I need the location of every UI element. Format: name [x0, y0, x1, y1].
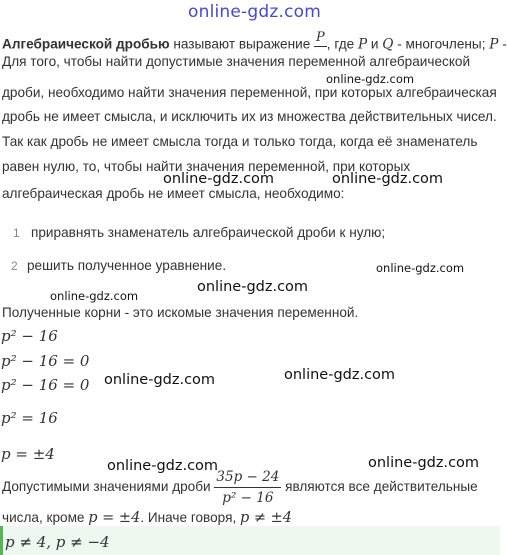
intro-text: , где — [326, 36, 358, 52]
roots-line: Полученные корни - это искомые значения переменной. — [2, 305, 359, 320]
intro-text: называют выражение — [169, 36, 315, 52]
intro-fraction — [314, 29, 327, 51]
var-p: P — [357, 36, 368, 53]
step-number: 2 — [11, 259, 18, 273]
watermark: online-gdz.com — [326, 72, 415, 86]
step-number: 1 — [13, 226, 20, 240]
watermark: online-gdz.com — [163, 171, 275, 187]
watermark: online-gdz.com — [332, 171, 444, 187]
math-inline: p ≠ ±4 — [240, 510, 293, 526]
fraction-numerator: 35p − 24 — [216, 469, 280, 485]
intro-fraction-denominator — [314, 46, 327, 51]
paragraph-line: Для того, чтобы найти допустимые значения переменной алгебраической — [2, 54, 471, 69]
conclusion-line — [2, 509, 292, 527]
watermark-top: online-gdz.com — [188, 2, 322, 22]
conclusion-text: являются все действительные — [281, 479, 478, 495]
math-line: p² − 16 = 0 — [1, 376, 90, 394]
conclusion-line — [2, 467, 478, 508]
intro-text: и — [367, 36, 383, 52]
watermark: online-gdz.com — [368, 455, 480, 471]
math-line: p² − 16 — [1, 327, 58, 345]
intro-text: - — [498, 36, 507, 52]
conclusion-text: . Иначе говоря, — [140, 510, 240, 525]
watermark: online-gdz.com — [284, 367, 396, 383]
answer-text: p ≠ 4, p ≠ −4 — [5, 533, 110, 551]
paragraph-line: равен нулю, то, чтобы найти значения переменной, при которых — [2, 159, 411, 174]
watermark: online-gdz.com — [104, 372, 216, 388]
var-q: Q — [382, 36, 394, 53]
step-text: решить полученное уравнение. — [27, 258, 227, 273]
math-line: p = ±4 — [1, 445, 55, 463]
var-p: P — [489, 36, 499, 53]
watermark: online-gdz.com — [107, 458, 219, 474]
math-line: p² = 16 — [1, 409, 58, 427]
step-text: приравнять знаменатель алгебраической дроби к нулю; — [31, 225, 386, 240]
paragraph-line: Так как дробь не имеет смысла тогда и только тогда, когда её знаменатель — [2, 134, 478, 149]
fraction-denominator: p² − 16 — [214, 487, 281, 508]
math-inline: p = ±4 — [88, 510, 141, 526]
intro-text: - многочлены; — [393, 36, 490, 52]
term-algebraic-fraction: Алгебраической дробью — [2, 36, 170, 52]
conclusion-text: Допустимыми значениями дроби — [2, 479, 215, 495]
watermark: online-gdz.com — [376, 261, 465, 275]
conclusion-fraction — [214, 467, 281, 508]
math-line: p² − 16 = 0 — [1, 352, 90, 370]
answer-box — [0, 526, 500, 555]
watermark: online-gdz.com — [50, 289, 139, 303]
watermark: online-gdz.com — [197, 279, 309, 295]
conclusion-text: числа, кроме — [2, 510, 89, 525]
intro-fraction-numerator: P — [316, 30, 325, 45]
paragraph-line: дробь не имеет смысла, и исключить их из множества действительных чисел. — [2, 109, 497, 124]
paragraph-line: дроби, необходимо найти значения переменной, при которых алгебраическая — [2, 85, 497, 100]
paragraph-line: алгебраическая дробь не имеет смысла, необходимо: — [2, 186, 345, 201]
